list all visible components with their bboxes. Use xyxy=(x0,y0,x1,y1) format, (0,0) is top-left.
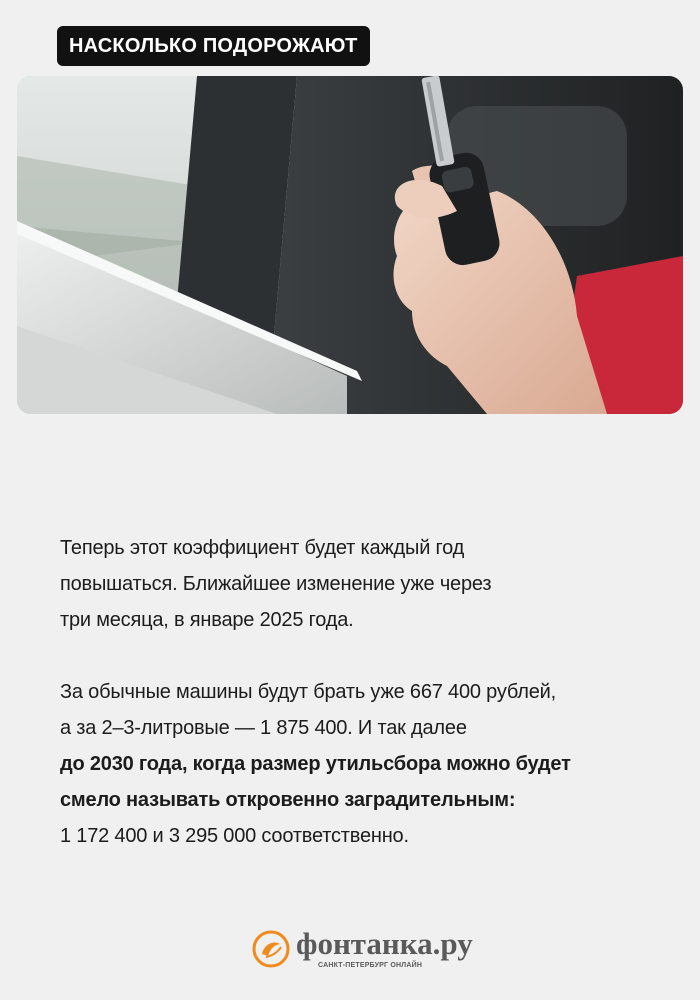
paragraph-spacer xyxy=(60,638,670,674)
paragraph2-line-1: За обычные машины будут брать уже 667 400 рублей, xyxy=(60,681,556,703)
fontanka-logo xyxy=(252,926,473,976)
logo-subtitle: САНКТ-ПЕТЕРБУРГ ОНЛАЙН xyxy=(318,962,423,969)
paragraph2-bold-line-1: до 2030 года, когда размер утильсбора можно будет xyxy=(60,753,571,775)
car-key-photo xyxy=(17,76,683,414)
fontanka-logo-icon xyxy=(252,930,290,968)
paragraph2-tail: 1 172 400 и 3 295 000 соответственно. xyxy=(60,825,409,847)
logo-name: фонтанка.ру xyxy=(296,926,473,961)
paragraph2-line-2: а за 2–3-литровые — 1 875 400. И так далее xyxy=(60,717,467,739)
paragraph1-line-1: Теперь этот коэффициент будет каждый год xyxy=(60,537,465,559)
paragraph2-bold-line-2: смело называть откровенно заградительным: xyxy=(60,789,516,811)
article-text xyxy=(60,530,670,854)
headline-badge: НАСКОЛЬКО ПОДОРОЖАЮТ xyxy=(57,26,370,66)
paragraph1-line-2: повышаться. Ближайшее изменение уже через xyxy=(60,573,492,595)
paragraph1-line-3: три месяца, в январе 2025 года. xyxy=(60,609,354,631)
